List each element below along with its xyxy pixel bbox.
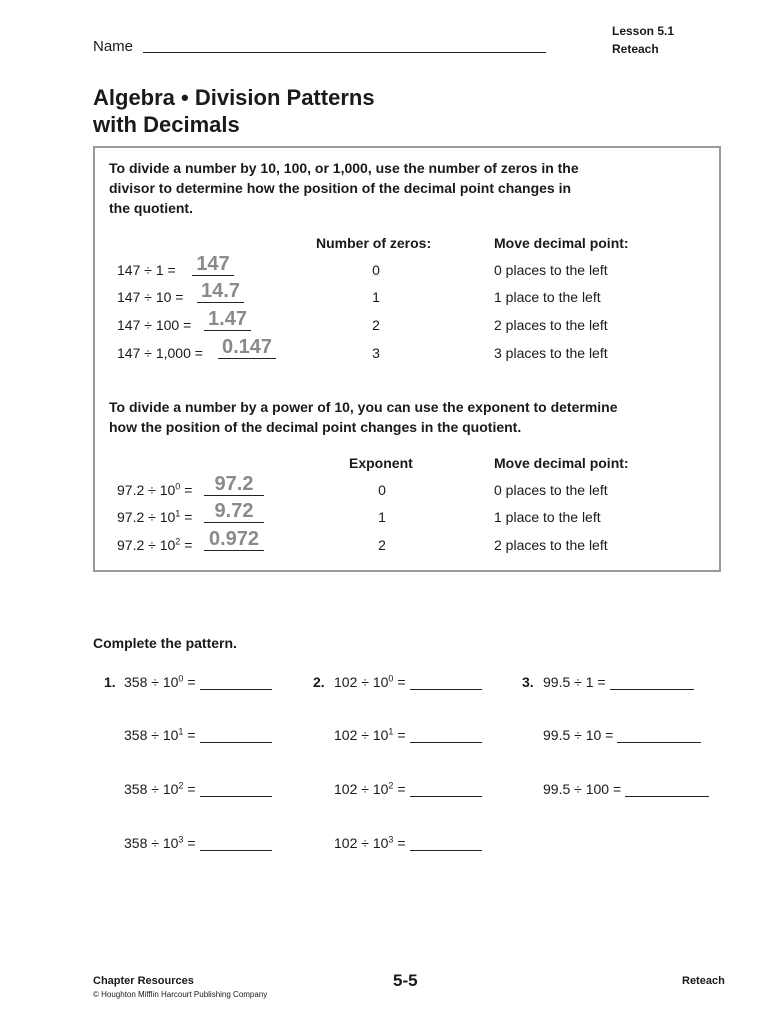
header-move-decimal: Move decimal point: — [494, 455, 629, 471]
header-move-decimal: Move decimal point: — [494, 235, 629, 251]
equals-sign: = — [397, 835, 406, 851]
problem-number-3: 3. — [522, 674, 534, 690]
equation-147-div-10: 147 ÷ 10 = — [117, 289, 184, 305]
answer-97-2: 97.2 — [204, 473, 264, 496]
answer-blank[interactable] — [200, 728, 272, 743]
equation-text: 99.5 ÷ 10 = — [543, 727, 614, 743]
problem-1-row-1 — [124, 674, 272, 690]
equation-exponent: 0 — [388, 673, 394, 684]
equation-base: 358 ÷ 10 — [124, 835, 179, 851]
equation-exponent: 3 — [388, 834, 394, 845]
move-value: 0 places to the left — [494, 482, 608, 498]
zeros-value: 0 — [372, 262, 380, 278]
intro-paragraph-1 — [109, 158, 579, 218]
answer-blank[interactable] — [410, 836, 482, 851]
equation-exponent: 2 — [175, 536, 181, 547]
answer-blank[interactable] — [625, 782, 709, 797]
equation-base: 102 ÷ 10 — [334, 835, 389, 851]
answer-0-972: 0.972 — [204, 528, 264, 551]
equation-base: 358 ÷ 10 — [124, 781, 179, 797]
answer-blank[interactable] — [617, 728, 701, 743]
move-value: 2 places to the left — [494, 537, 608, 553]
title-line-1: Algebra • Division Patterns — [93, 85, 375, 110]
answer-14-7: 14.7 — [197, 280, 244, 303]
zeros-value: 3 — [372, 345, 380, 361]
equation-exponent: 2 — [178, 780, 184, 791]
move-value: 0 places to the left — [494, 262, 608, 278]
equals-sign: = — [184, 509, 193, 525]
answer-blank[interactable] — [200, 675, 272, 690]
equation-exponent: 1 — [388, 726, 394, 737]
page-title — [93, 84, 375, 138]
equals-sign: = — [187, 781, 196, 797]
problem-2-row-4 — [334, 835, 482, 851]
problem-3-row-1 — [543, 674, 694, 690]
header-number-of-zeros: Number of zeros: — [316, 235, 432, 251]
title-line-2: with Decimals — [93, 112, 240, 137]
equation-base: 97.2 ÷ 10 — [117, 482, 176, 498]
equation-text: 99.5 ÷ 1 = — [543, 674, 606, 690]
answer-blank[interactable] — [410, 782, 482, 797]
page-number: 5-5 — [393, 971, 418, 990]
equation-147-div-100: 147 ÷ 100 = — [117, 317, 192, 333]
equation-97-2-power-2 — [117, 537, 192, 553]
answer-blank[interactable] — [410, 728, 482, 743]
equation-exponent: 0 — [175, 481, 181, 492]
equation-exponent: 1 — [178, 726, 184, 737]
lesson-number: Lesson 5.1 — [612, 24, 675, 38]
footer-reteach: Reteach — [682, 975, 725, 987]
answer-1-47: 1.47 — [204, 308, 251, 331]
equals-sign: = — [397, 781, 406, 797]
answer-blank[interactable] — [200, 782, 272, 797]
name-field-line[interactable] — [143, 52, 546, 53]
equation-exponent: 3 — [178, 834, 184, 845]
intro-line: divisor to determine how the position of the decimal point changes in — [109, 180, 572, 196]
equals-sign: = — [187, 835, 196, 851]
equals-sign: = — [187, 674, 196, 690]
equals-sign: = — [187, 727, 196, 743]
zeros-value: 2 — [372, 317, 380, 333]
equation-147-div-1: 147 ÷ 1 = — [117, 262, 176, 278]
intro-line: To divide a number by a power of 10, you can use the exponent to determine — [109, 399, 618, 415]
problem-1-row-3 — [124, 781, 272, 797]
problem-2-row-3 — [334, 781, 482, 797]
equals-sign: = — [397, 674, 406, 690]
equation-147-div-1000: 147 ÷ 1,000 = — [117, 345, 203, 361]
equation-exponent: 1 — [175, 508, 181, 519]
equals-sign: = — [397, 727, 406, 743]
problem-number-2: 2. — [313, 674, 325, 690]
lesson-label — [612, 22, 674, 58]
equation-base: 102 ÷ 10 — [334, 727, 389, 743]
name-label: Name — [93, 38, 134, 55]
answer-blank[interactable] — [610, 675, 694, 690]
equation-97-2-power-1 — [117, 509, 192, 525]
problem-1-row-4 — [124, 835, 272, 851]
move-value: 2 places to the left — [494, 317, 608, 333]
intro-line: how the position of the decimal point changes in the quotient. — [109, 419, 522, 435]
problem-number-1: 1. — [104, 674, 116, 690]
equation-base: 97.2 ÷ 10 — [117, 509, 176, 525]
equation-base: 102 ÷ 10 — [334, 674, 389, 690]
equation-base: 358 ÷ 10 — [124, 674, 179, 690]
equation-exponent: 2 — [388, 780, 394, 791]
problem-2-row-1 — [334, 674, 482, 690]
equation-text: 99.5 ÷ 100 = — [543, 781, 622, 797]
problem-1-row-2 — [124, 727, 272, 743]
answer-9-72: 9.72 — [204, 500, 264, 523]
answer-147: 147 — [192, 253, 234, 276]
intro-line: To divide a number by 10, 100, or 1,000, use the number of zeros in the — [109, 160, 579, 176]
move-value: 1 place to the left — [494, 289, 601, 305]
zeros-value: 1 — [372, 289, 380, 305]
move-value: 1 place to the left — [494, 509, 601, 525]
lesson-type: Reteach — [612, 42, 659, 56]
problem-3-row-2 — [543, 727, 701, 743]
footer-chapter-resources: Chapter Resources — [93, 975, 194, 987]
equals-sign: = — [184, 537, 193, 553]
equation-exponent: 0 — [178, 673, 184, 684]
header-exponent: Exponent — [349, 455, 413, 471]
equation-base: 102 ÷ 10 — [334, 781, 389, 797]
answer-0-147: 0.147 — [218, 336, 276, 359]
equation-base: 358 ÷ 10 — [124, 727, 179, 743]
problem-2-row-2 — [334, 727, 482, 743]
practice-heading: Complete the pattern. — [93, 635, 237, 651]
footer-copyright: © Houghton Mifflin Harcourt Publishing Company — [93, 990, 268, 999]
equals-sign: = — [184, 482, 193, 498]
answer-blank[interactable] — [200, 836, 272, 851]
answer-blank[interactable] — [410, 675, 482, 690]
problem-3-row-3 — [543, 781, 709, 797]
move-value: 3 places to the left — [494, 345, 608, 361]
equation-base: 97.2 ÷ 10 — [117, 537, 176, 553]
intro-line: the quotient. — [109, 200, 193, 216]
exponent-value: 0 — [378, 482, 386, 498]
equation-97-2-power-0 — [117, 482, 192, 498]
exponent-value: 2 — [378, 537, 386, 553]
intro-paragraph-2 — [109, 397, 618, 437]
exponent-value: 1 — [378, 509, 386, 525]
